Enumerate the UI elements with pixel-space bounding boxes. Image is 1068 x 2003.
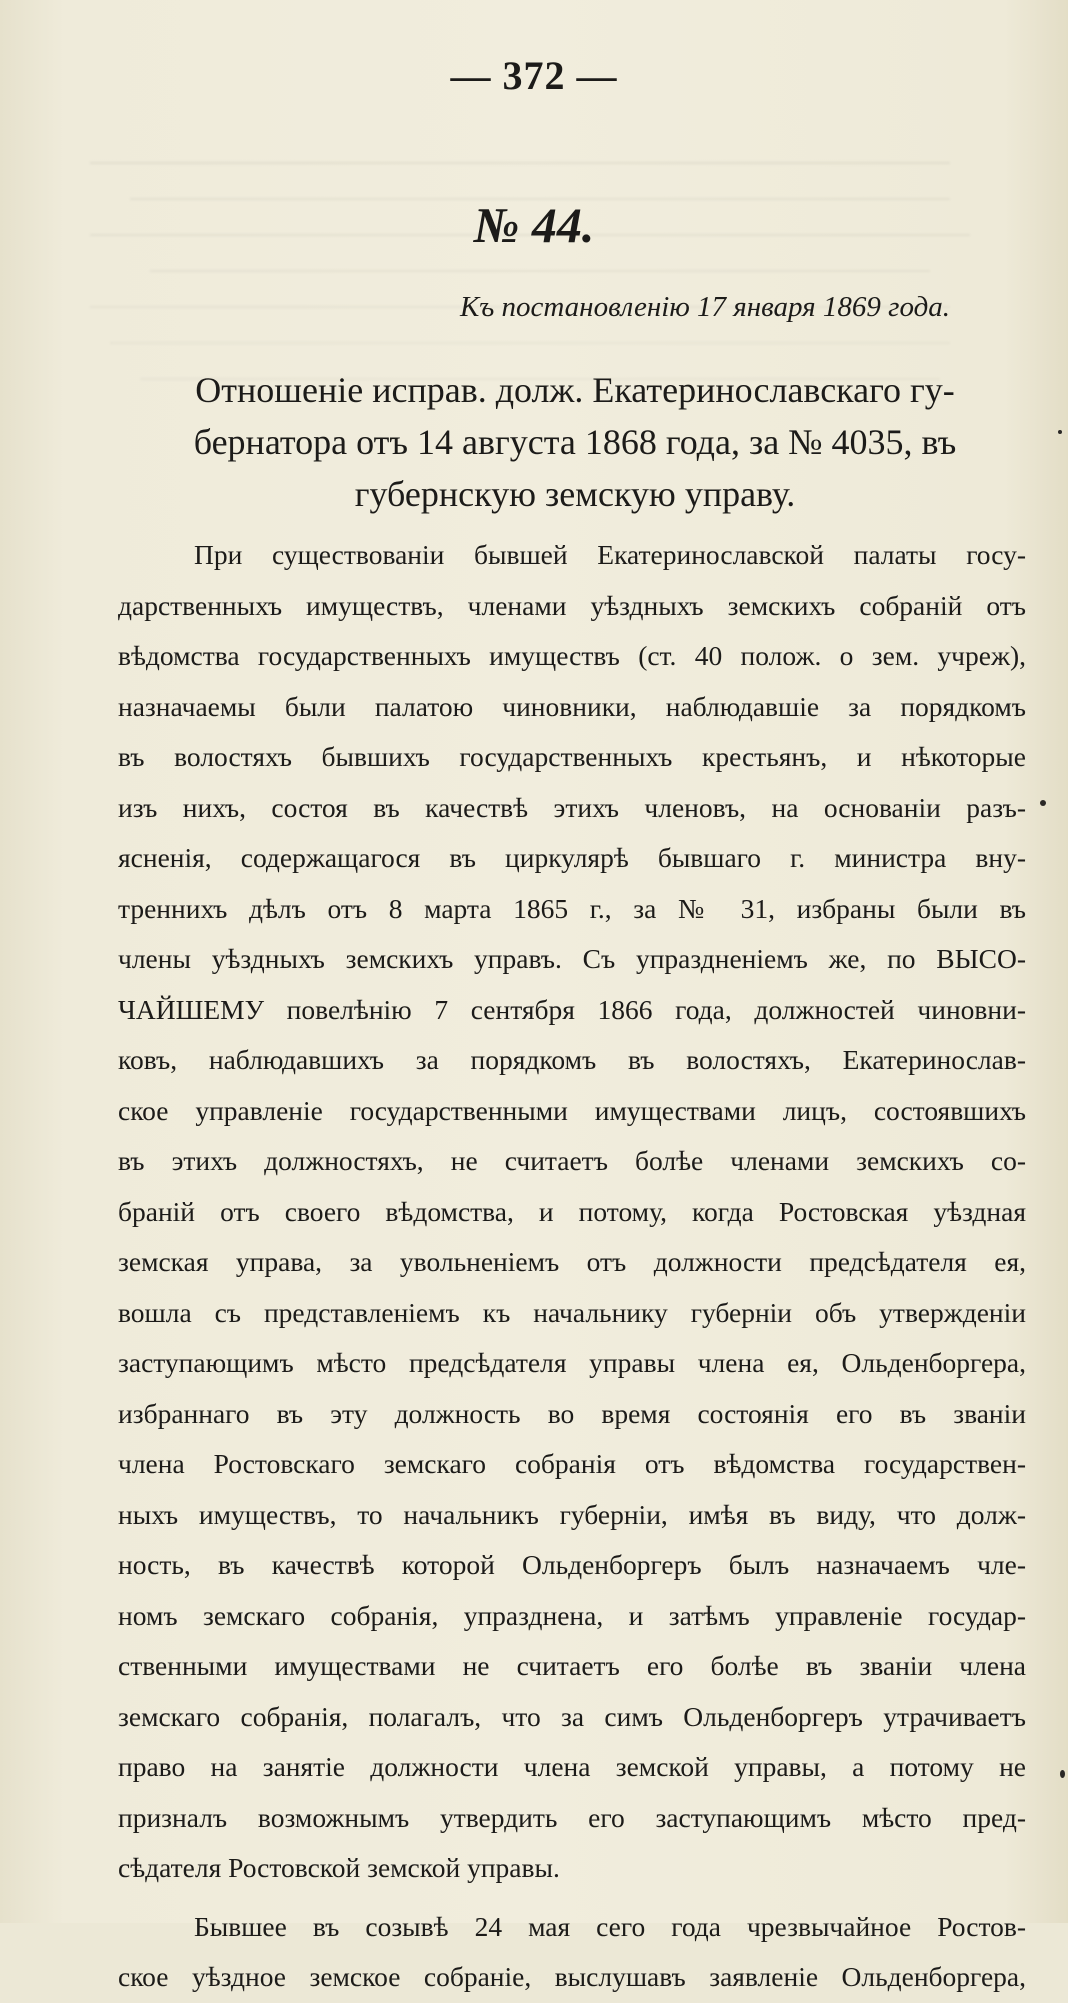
text-line: изъ нихъ, состоя въ качествѣ этихъ членовъ, на основаніи разъ- bbox=[118, 791, 1026, 823]
heading-line: бернатора отъ 14 августа 1868 года, за № 4035, въ bbox=[193, 422, 957, 462]
text-line: вошла съ представленіемъ къ начальнику губерніи объ утвержденіи bbox=[118, 1296, 1026, 1328]
text-line: заступающимъ мѣсто предсѣдателя управы члена ея, Ольденборгера, bbox=[118, 1347, 1026, 1378]
text-line: призналъ возможнымъ утвердить его заступающимъ мѣсто пред- bbox=[118, 1801, 1026, 1833]
text-line: ность, въ качествѣ которой Ольденборгеръ былъ назначаемъ чле- bbox=[118, 1549, 1026, 1580]
text-line: въ этихъ должностяхъ, не считаетъ болѣе членами земскихъ со- bbox=[118, 1145, 1026, 1176]
text-line: ское управленіе государственными имуществами лицъ, состоявшихъ bbox=[118, 1094, 1026, 1126]
text-line: члены уѣздныхъ земскихъ управъ. Съ упраздненіемъ же, по ВЫСО- bbox=[118, 943, 1026, 974]
text-line: въ волостяхъ бывшихъ государственныхъ крестьянъ, и нѣкоторые bbox=[118, 741, 1026, 772]
document-number: № 44. bbox=[473, 197, 595, 253]
body-text bbox=[118, 530, 1026, 2003]
text-line: браній отъ своего вѣдомства, и потому, когда Ростовская уѣздная bbox=[118, 1195, 1026, 1227]
ink-spot bbox=[1040, 800, 1046, 806]
text-line: право на занятіе должности члена земской управы, а потому не bbox=[118, 1751, 1026, 1782]
heading-line: губернскую земскую управу. bbox=[354, 474, 796, 514]
text-line: ныхъ имуществъ, то начальникъ губерніи, имѣя въ виду, что долж- bbox=[118, 1498, 1026, 1530]
text-line: При существованіи бывшей Екатеринославской палаты госу- bbox=[194, 539, 1026, 570]
reference-line: Къ постановленію 17 января 1869 года. bbox=[459, 291, 950, 323]
text-line: ское уѣздное земское собраніе, выслушавъ заявленіе Ольденборгера, bbox=[118, 1961, 1026, 1992]
page-number: — 372 — bbox=[450, 53, 618, 98]
ink-spot bbox=[1058, 430, 1062, 434]
heading-line: Отношеніе исправ. долж. Екатеринославскаго гу- bbox=[195, 370, 955, 410]
text-line: члена Ростовскаго земскаго собранія отъ вѣдомства государствен- bbox=[118, 1448, 1026, 1479]
text-line: земскаго собранія, полагалъ, что за симъ Ольденборгеръ утрачиваетъ bbox=[118, 1700, 1026, 1732]
text-line: избраннаго въ эту должность во время состоянія его въ званіи bbox=[118, 1397, 1026, 1429]
text-line: Бывшее въ созывѣ 24 мая сего года чрезвычайное Ростов- bbox=[194, 1910, 1026, 1942]
text-line: номъ земскаго собранія, упразднена, и затѣмъ управленіе государ- bbox=[118, 1599, 1026, 1631]
document-heading bbox=[150, 364, 1000, 520]
text-line: треннихъ дѣлъ отъ 8 марта 1865 г., за № 31, избраны были въ bbox=[118, 892, 1026, 924]
paragraph-2 bbox=[118, 1902, 1026, 2003]
text-line: дарственныхъ имуществъ, членами уѣздныхъ земскихъ собраній отъ bbox=[118, 589, 1026, 621]
ink-spot bbox=[1060, 1770, 1065, 1778]
text-line: ЧАЙШЕМУ повелѣнію 7 сентября 1866 года, должностей чиновни- bbox=[118, 993, 1026, 1025]
text-line: назначаемы были палатою чиновники, наблюдавшіе за порядкомъ bbox=[118, 690, 1026, 722]
text-line: ясненія, содержащагося въ циркулярѣ бывшаго г. министра вну- bbox=[118, 842, 1026, 873]
text-line: ковъ, наблюдавшихъ за порядкомъ въ волостяхъ, Екатеринослав- bbox=[118, 1044, 1026, 1075]
text-line: вѣдомства государственныхъ имуществъ (ст. 40 полож. о зем. учреж), bbox=[118, 640, 1026, 671]
text-line: сѣдателя Ростовской земской управы. bbox=[118, 1852, 560, 1883]
paragraph-gap bbox=[118, 1894, 1026, 1902]
text-line: земская управа, за увольненіемъ отъ должности предсѣдателя ея, bbox=[118, 1246, 1026, 1277]
paragraph-1 bbox=[118, 530, 1026, 1894]
text-line: ственными имуществами не считаетъ его болѣе въ званіи члена bbox=[118, 1650, 1026, 1681]
